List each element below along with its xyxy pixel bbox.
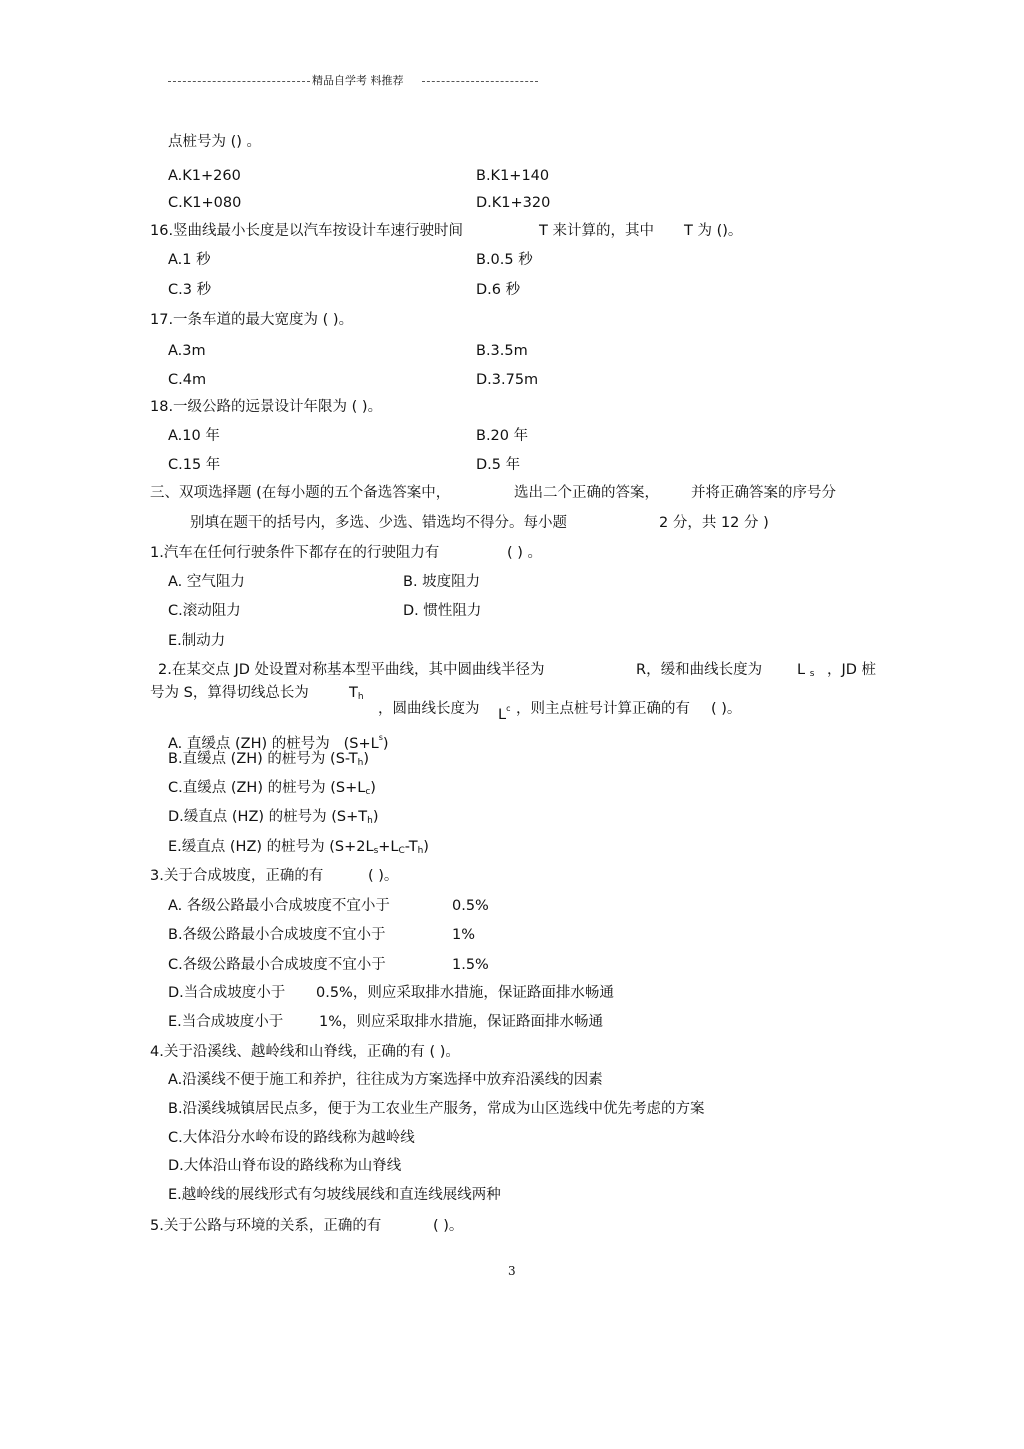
m4-option-e: E.越岭线的展线形式有匀坡线展线和直连线展线两种: [168, 1187, 501, 1203]
m2-stem-l3-a: ，圆曲线长度为: [378, 701, 480, 717]
q15-option-b: B.K1+140: [476, 168, 550, 184]
m2-stem-l1-b: R，缓和曲线长度为: [636, 662, 763, 678]
m2-stem-l1-c: L $_s$: [797, 662, 815, 679]
section3-intro-b: 选出二个正确的答案，: [514, 485, 659, 501]
m3-option-e-text: E.当合成坡度小于: [168, 1014, 284, 1030]
m4-option-d: D.大体沿山脊布设的路线称为山脊线: [168, 1158, 402, 1174]
header-rule-left: [168, 81, 310, 82]
m2-stem-l3-c: ，则主点桩号计算正确的有: [516, 701, 690, 717]
q16-option-a: A.1 秒: [168, 252, 211, 268]
m4-stem: 4.关于沿溪线、越岭线和山脊线，正确的有 ( )。: [150, 1044, 460, 1060]
q15-stem-tail: 点桩号为 () 。: [168, 134, 262, 150]
m2-stem-l2-a: 号为 S，算得切线总长为: [150, 685, 309, 701]
m1-option-c: C.滚动阻力: [168, 603, 241, 619]
m2-stem-l3-b: $L^c$: [498, 704, 511, 723]
m2-option-c: C.直缓点 (ZH) 的桩号为 $(S+L_c)$: [168, 780, 376, 797]
q15-option-a: A.K1+260: [168, 168, 241, 184]
m3-option-b-value: 1%: [452, 927, 476, 943]
m5-stem-b: ( )。: [433, 1218, 464, 1234]
q17-option-d: D.3.75m: [476, 372, 539, 388]
m2-stem-l3-d: ( )。: [711, 701, 742, 717]
m3-option-e-tail: 1%，则应采取排水措施，保证路面排水畅通: [319, 1014, 604, 1030]
m1-option-d: D. 惯性阻力: [403, 603, 482, 619]
q15-option-c: C.K1+080: [168, 195, 242, 211]
m3-stem-b: ( )。: [368, 868, 399, 884]
page-header: [168, 73, 538, 89]
m3-option-b-text: B.各级公路最小合成坡度不宜小于: [168, 927, 386, 943]
q17-option-a: A.3m: [168, 343, 206, 359]
section3-intro-a: 三、双项选择题 (在每小题的五个备选答案中，: [150, 485, 451, 501]
q17-stem: 17.一条车道的最大宽度为 ( )。: [150, 312, 354, 328]
m3-stem-a: 3.关于合成坡度，正确的有: [150, 868, 324, 884]
m1-option-a: A. 空气阻力: [168, 574, 245, 590]
q15-option-d: D.K1+320: [476, 195, 551, 211]
m5-stem-a: 5.关于公路与环境的关系，正确的有: [150, 1218, 382, 1234]
q16-stem-b: T 来计算的，其中: [539, 223, 654, 239]
m3-option-d-text: D.当合成坡度小于: [168, 985, 286, 1001]
q18-option-d: D.5 年: [476, 457, 521, 473]
m2-stem-l1-a: 2.在某交点 JD 处设置对称基本型平曲线，其中圆曲线半径为: [158, 662, 545, 678]
m3-option-d-tail: 0.5%，则应采取排水措施，保证路面排水畅通: [316, 985, 614, 1001]
m2-option-b: B.直缓点 (ZH) 的桩号为 $(S-T_h)$: [168, 751, 370, 768]
m3-option-a-text: A. 各级公路最小合成坡度不宜小于: [168, 898, 390, 914]
m1-option-b: B. 坡度阻力: [403, 574, 481, 590]
q16-option-d: D.6 秒: [476, 282, 521, 298]
m1-stem-a: 1.汽车在任何行驶条件下都存在的行驶阻力有: [150, 545, 440, 561]
section3-intro-e: 2 分，共 12 分 ): [659, 515, 769, 531]
m2-stem-l1-d: ，JD 桩: [827, 662, 877, 678]
header-text: 精品自学考 料推荐: [312, 74, 404, 87]
m3-option-a-value: 0.5%: [452, 898, 489, 914]
q18-stem: 18.一级公路的远景设计年限为 ( )。: [150, 399, 383, 415]
m2-option-a: A. 直缓点 (ZH) 的桩号为 $(S+L^s)$: [168, 733, 389, 752]
m4-option-a: A.沿溪线不便于施工和养护，往往成为方案选择中放弃沿溪线的因素: [168, 1072, 603, 1088]
m1-option-e: E.制动力: [168, 633, 226, 649]
q17-option-b: B.3.5m: [476, 343, 528, 359]
section3-intro-d: 别填在题干的括号内，多选、少选、错选均不得分。每小题: [190, 515, 567, 531]
m3-option-c-value: 1.5%: [452, 957, 489, 973]
q16-option-b: B.0.5 秒: [476, 252, 533, 268]
q16-stem-a: 16.竖曲线最小长度是以汽车按设计车速行驶时间: [150, 223, 464, 239]
q18-option-c: C.15 年: [168, 457, 221, 473]
m3-option-c-text: C.各级公路最小合成坡度不宜小于: [168, 957, 386, 973]
q16-stem-c: T 为 ()。: [684, 223, 743, 239]
q17-option-c: C.4m: [168, 372, 207, 388]
section3-intro-c: 并将正确答案的序号分: [691, 485, 836, 501]
page-number: 3: [508, 1264, 516, 1278]
q18-option-b: B.20 年: [476, 428, 529, 444]
m4-option-c: C.大体沿分水岭布设的路线称为越岭线: [168, 1130, 415, 1146]
m1-stem-b: ( ) 。: [507, 545, 543, 561]
m2-stem-l2-b: $T_h$: [349, 685, 364, 702]
q18-option-a: A.10 年: [168, 428, 220, 444]
q16-option-c: C.3 秒: [168, 282, 212, 298]
m2-option-e: E.缓直点 (HZ) 的桩号为 $(S+2L_s+L_C-T_h)$: [168, 839, 429, 856]
m2-option-d: D.缓直点 (HZ) 的桩号为 $(S+T_h)$: [168, 809, 379, 826]
header-rule-right: [422, 81, 538, 82]
m4-option-b: B.沿溪线城镇居民点多，便于为工农业生产服务，常成为山区选线中优先考虑的方案: [168, 1101, 705, 1117]
